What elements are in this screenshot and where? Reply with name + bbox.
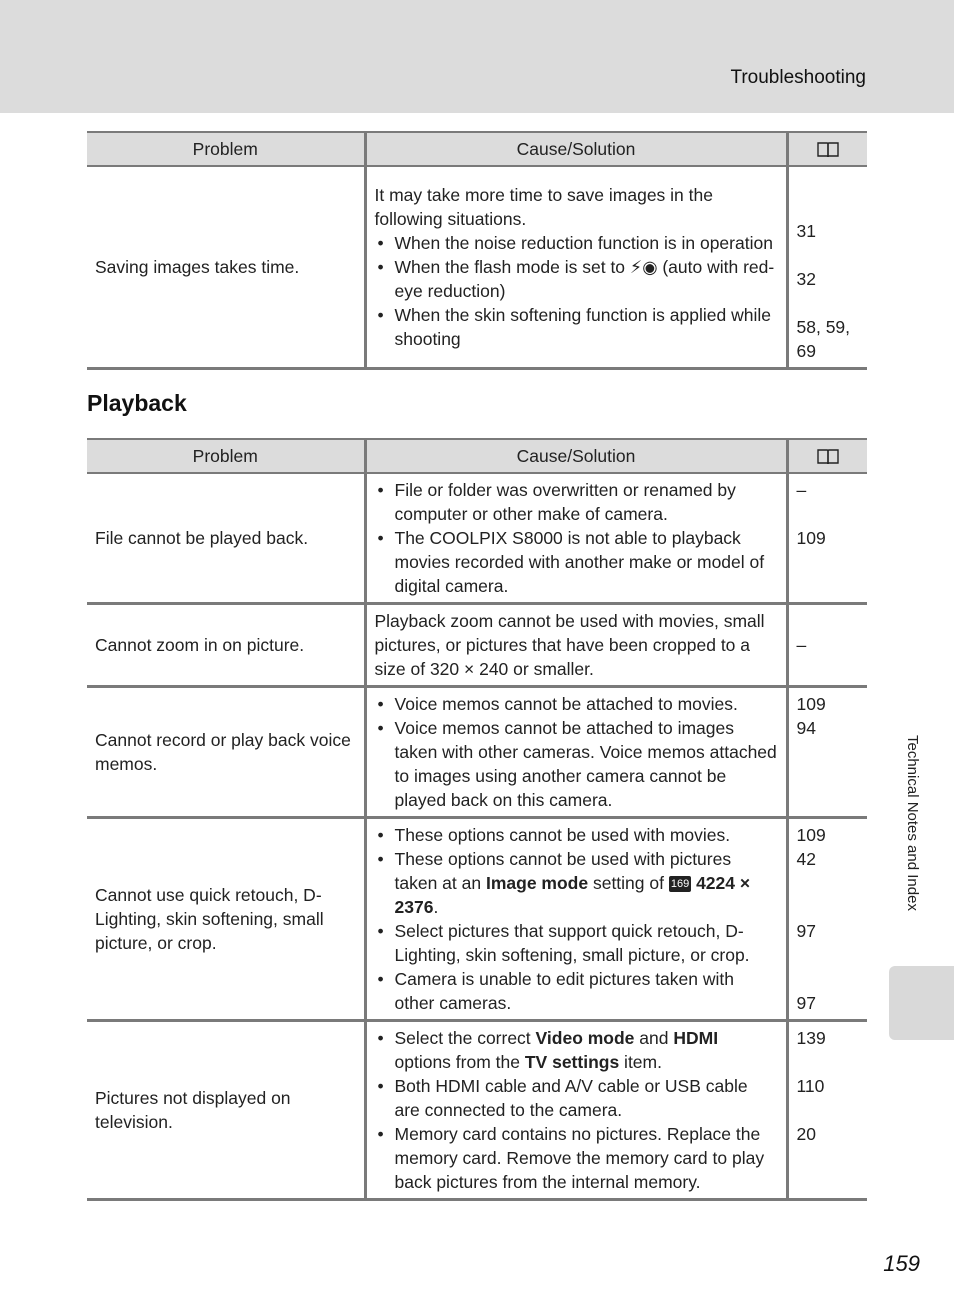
problem-cell: Pictures not displayed on television. <box>87 1021 365 1200</box>
bullet-text: When the flash mode is set to <box>394 257 630 277</box>
saving-table <box>87 131 867 370</box>
page-ref: 109 <box>796 694 826 714</box>
page-number: 159 <box>883 1251 920 1276</box>
cause-cell <box>365 687 787 818</box>
page-ref: 110 <box>796 1076 825 1096</box>
table-row <box>87 604 867 687</box>
cause-bullet: • Voice memos cannot be attached to images taken with other cameras. Voice memos attached to images using another camera cannot be played back on this camera. <box>375 716 778 812</box>
page-ref: 94 <box>796 718 816 738</box>
video-mode-label: Video mode <box>535 1028 635 1048</box>
page-ref: 97 <box>796 993 816 1013</box>
table-row <box>87 818 867 1021</box>
reference-cell <box>787 166 867 369</box>
playback-table <box>87 438 867 1201</box>
cause-bullet: • Memory card contains no pictures. Replace the memory card. Remove the memory card to play back pictures from the internal memory. <box>375 1122 778 1194</box>
cause-cell <box>365 166 787 369</box>
problem-header: Problem <box>87 132 365 166</box>
cause-bullet: • Voice memos cannot be attached to movies. <box>375 692 778 716</box>
bullet-text: setting of <box>588 873 669 893</box>
page-ref: 42 <box>796 849 816 869</box>
cause-header: Cause/Solution <box>365 132 787 166</box>
page-ref: 109 <box>796 528 826 548</box>
problem-cell: Cannot record or play back voice memos. <box>87 687 365 818</box>
bullet-text: Select the correct <box>394 1028 536 1048</box>
hdmi-label: HDMI <box>673 1028 719 1048</box>
page-ref: 20 <box>796 1124 816 1144</box>
table-row <box>87 1021 867 1200</box>
problem-cell: Cannot use quick retouch, D-Lighting, skin softening, small picture, or crop. <box>87 818 365 1021</box>
chapter-tab <box>889 966 954 1040</box>
table-header-row <box>87 132 867 166</box>
chapter-side-label: Technical Notes and Index <box>904 735 921 911</box>
reference-header <box>787 132 867 166</box>
cause-bullet: • Select pictures that support quick retouch, D-Lighting, skin softening, small picture, or crop. <box>375 919 778 967</box>
table-header-row <box>87 439 867 473</box>
problem-cell: Saving images takes time. <box>87 166 365 369</box>
reference-cell <box>787 687 867 818</box>
flash-red-eye-icon: ⚡◉ <box>629 257 658 277</box>
page-ref: 139 <box>796 1028 826 1048</box>
cause-bullet <box>375 1026 778 1074</box>
cause-cell <box>365 1021 787 1200</box>
page-ref: 97 <box>796 921 816 941</box>
cause-bullet: • Both HDMI cable and A/V cable or USB cable are connected to the camera. <box>375 1074 778 1122</box>
reference-cell <box>787 818 867 1021</box>
table-row <box>87 473 867 604</box>
book-icon <box>816 141 840 159</box>
reference-cell <box>787 473 867 604</box>
cause-cell: Playback zoom cannot be used with movies, small pictures, or pictures that have been cropped to a size of 320 × 240 or smaller. <box>365 604 787 687</box>
page-ref: 32 <box>796 269 816 289</box>
page-ref: 58, 59, <box>796 317 851 337</box>
image-size-value: 4224 × 2376 <box>394 873 751 917</box>
cause-bullet: • The COOLPIX S8000 is not able to playback movies recorded with another make or model of digital camera. <box>375 526 778 598</box>
cause-bullet: • File or folder was overwritten or renamed by computer or other make of camera. <box>375 478 778 526</box>
image-size-16-9-icon <box>669 876 691 892</box>
cause-header: Cause/Solution <box>365 439 787 473</box>
problem-cell: File cannot be played back. <box>87 473 365 604</box>
bullet-text: These options cannot be used with pictures taken at an <box>394 849 732 893</box>
cause-bullet: • When the skin softening function is applied while shooting <box>375 303 778 351</box>
reference-header <box>787 439 867 473</box>
bullet-text: and <box>634 1028 674 1048</box>
cause-bullet <box>375 847 778 919</box>
reference-cell: – <box>787 604 867 687</box>
bullet-text: item. <box>619 1052 662 1072</box>
reference-cell <box>787 1021 867 1200</box>
bullet-text: options from the <box>394 1052 525 1072</box>
bullet-text: . <box>433 897 439 917</box>
playback-heading: Playback <box>87 390 187 416</box>
problem-header: Problem <box>87 439 365 473</box>
page-ref: 31 <box>796 221 816 241</box>
cause-bullet <box>375 255 778 303</box>
section-header: Troubleshooting <box>730 67 866 88</box>
image-mode-label: Image mode <box>485 873 589 893</box>
problem-cell: Cannot zoom in on picture. <box>87 604 365 687</box>
cause-bullet: • These options cannot be used with movies. <box>375 823 778 847</box>
cause-bullet: • When the noise reduction function is in operation <box>375 231 778 255</box>
cause-cell <box>365 473 787 604</box>
tv-settings-label: TV settings <box>524 1052 620 1072</box>
header-band <box>0 0 954 113</box>
table-row <box>87 166 867 369</box>
cause-bullet: • Camera is unable to edit pictures taken with other cameras. <box>375 967 778 1015</box>
page-ref: 69 <box>796 341 816 361</box>
page-ref: – <box>796 480 807 500</box>
cause-cell <box>365 818 787 1021</box>
page-ref: 109 <box>796 825 826 845</box>
table-row <box>87 687 867 818</box>
icon-label: 169 <box>670 878 690 890</box>
cause-intro: It may take more time to save images in the following situations. <box>374 185 713 229</box>
bullet-text: (auto with red-eye reduction) <box>394 257 775 301</box>
book-icon <box>816 448 840 466</box>
